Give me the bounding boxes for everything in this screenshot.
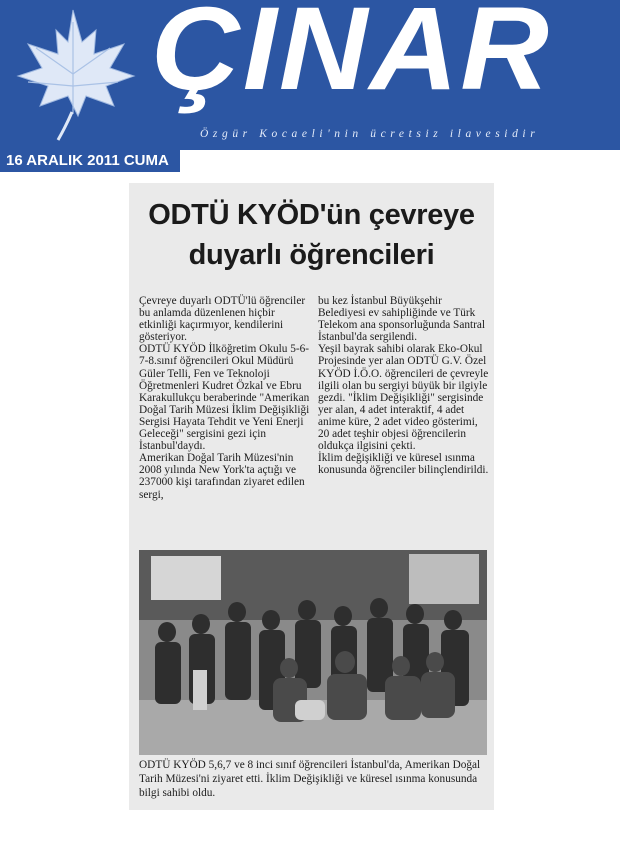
headline-line-1: ODTÜ KYÖD'ün çevreye <box>148 199 475 231</box>
article-paragraph: Amerikan Doğal Tarih Müzesi'nin 2008 yılında New York'ta açtığı ve 237000 kişi tarafından ziyaret edilen sergi, <box>139 452 305 501</box>
headline-line-2: duyarlı öğrencileri <box>188 239 435 271</box>
article-column-right <box>318 295 490 476</box>
masthead <box>0 0 620 150</box>
date-bar <box>0 150 180 172</box>
article-paragraph: İklim değişikliği ve küresel ısınma konusunda öğrenciler bilinçlendirildi. <box>318 452 489 477</box>
article-paragraph: Yeşil bayrak sahibi olarak Eko-Okul Projesinde yer alan ODTÜ G.V. Özel KYÖD İ.Ö.O. öğrencileri de çevreyle ilgili olan bu sergiyi büyük bir ilgiyle gezdi. "İklim Değişikliği" sergisinde yer alan, 4 adet interaktif, 4 adet anime küre, 2 adet video gösterimi, 20 adet teşhir objesi öğrencilerin oldukça ilgisini çekti. <box>318 343 489 453</box>
article-clipping <box>129 183 494 810</box>
article-column-left <box>139 295 311 501</box>
newspaper-logo: ÇINAR <box>152 0 552 115</box>
article-paragraph: ODTÜ KYÖD İlköğretim Okulu 5-6-7-8.sınıf öğrencileri Okul Müdürü Güler Telli, Fen ve Teknoloji Öğretmenleri Kudret Özkal ve Ebru Karakullukçu beraberinde "Amerikan Doğal Tarih Müzesi İklim Değişikliği Sergisi Hayata Tehdit ve Yeni Enerji Geleceği" sergisini gezi için İstanbul'daydı. <box>139 343 310 453</box>
article-paragraph: Çevreye duyarlı ODTÜ'lü öğrenciler bu anlamda düzenlenen hiçbir etkinliği kaçırmıyor, kendilerini gösteriyor. <box>139 295 306 344</box>
photo-caption: ODTÜ KYÖD 5,6,7 ve 8 inci sınıf öğrencileri İstanbul'da, Amerikan Doğal Tarih Müzesi'ni ziyaret etti. İklim Değişikliği ve küresel ısınma konusunda bilgi sahibi oldu. <box>139 759 481 799</box>
article-paragraph: bu kez İstanbul Büyükşehir Belediyesi ev sahipliğinde ve Türk Telekom ana sponsorluğunda Santral İstanbul'da sergilendi. <box>318 295 486 344</box>
maple-leaf-icon <box>6 4 141 144</box>
group-photo <box>139 550 487 755</box>
issue-date: 16 ARALIK 2011 CUMA <box>6 152 169 169</box>
masthead-tagline: Özgür Kocaeli'nin ücretsiz ilavesidir <box>200 128 540 140</box>
article-headline <box>129 195 494 275</box>
